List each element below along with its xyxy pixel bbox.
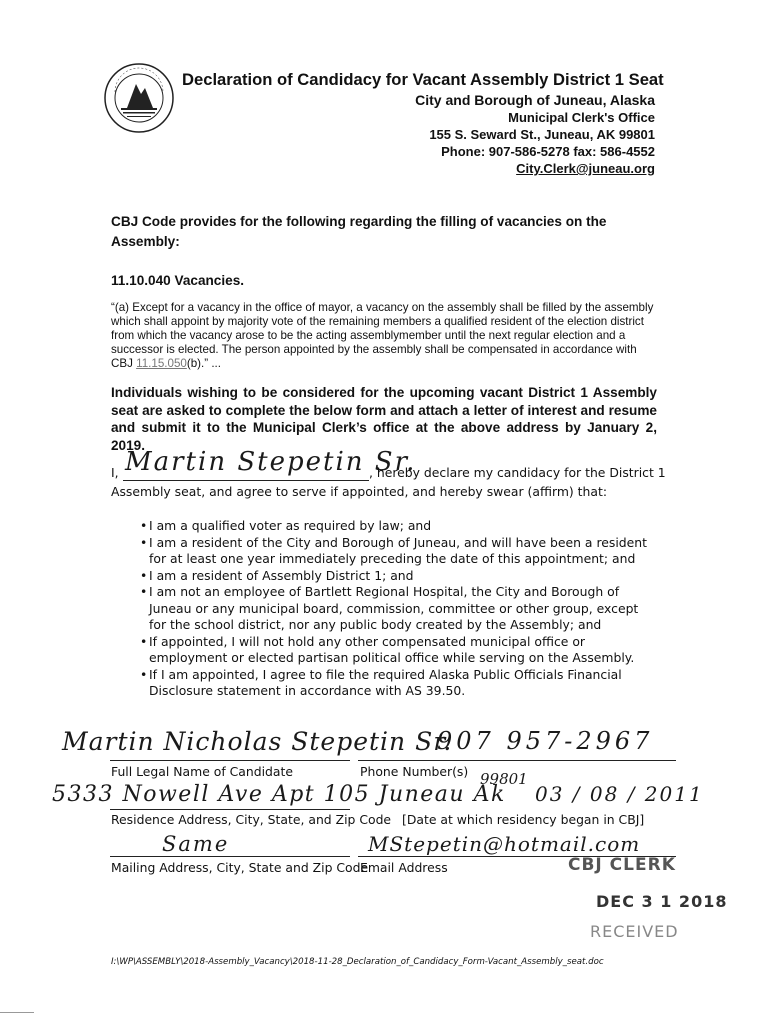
declaration-suffix: , hereby declare my candidacy for the District 1 (369, 465, 666, 480)
email-value[interactable]: MStepetin@hotmail.com (368, 832, 641, 856)
list-item: • I am a qualified voter as required by law; and (140, 518, 432, 533)
section-title: 11.10.040 Vacancies. (111, 273, 245, 288)
declaration-line2: Assembly seat, and agree to serve if appointed, and hereby swear (affirm) that: (111, 484, 607, 499)
residence-label: Residence Address, City, State, and Zip Code (111, 812, 392, 827)
bullet-icon: • (140, 518, 148, 533)
cbj-seal (103, 62, 175, 134)
phone-line (358, 760, 676, 761)
requirements-list (119, 518, 659, 700)
instructions: Individuals wishing to be considered for the upcoming vacant District 1 Assembly seat are asked to complete the below form and attach a letter of interest and resume and submit it to the Municipal Clerk’s office at the above address by January 2, 2019. (111, 385, 657, 453)
received-stamp-label: RECEIVED (590, 922, 679, 941)
residence-zip-value[interactable]: 99801 (480, 770, 528, 788)
residence-line (110, 809, 350, 810)
form-title: Declaration of Candidacy for Vacant Assembly District 1 Seat (182, 70, 664, 89)
declaration-prefix: I, (111, 465, 119, 480)
residency-date-value[interactable]: 03 / 08 / 2011 (535, 782, 704, 806)
received-stamp-clerk: CBJ CLERK (568, 855, 676, 875)
cbj-code-link[interactable]: 11.15.050 (136, 357, 187, 370)
list-item: • If I am appointed, I agree to file the required Alaska Public Officials Financial Disclosure statement in accordance with AS 39.50. (140, 666, 622, 698)
bullet-icon: • (140, 584, 148, 599)
candidate-name-handwritten: Martin Stepetin Sr. (125, 447, 417, 477)
office-address: 155 S. Seward St., Juneau, AK 99801 (429, 127, 655, 142)
org-name: City and Borough of Juneau, Alaska (415, 92, 655, 108)
bullet-icon: • (140, 534, 148, 550)
intro-heading-line1: CBJ Code provides for the following regarding the filling of vacancies on the (111, 214, 607, 229)
mailing-address-value[interactable]: Same (162, 832, 230, 856)
full-name-label: Full Legal Name of Candidate (111, 764, 293, 779)
mailing-address-line (110, 856, 350, 857)
footer-file-path: I:\WP\ASSEMBLY\2018-Assembly_Vacancy\2018-11-28_Declaration_of_Candidacy_Form-Vacant_Assembly_seat.doc (111, 957, 604, 967)
scan-edge-mark (0, 1012, 34, 1013)
residency-date-label: [Date at which residency began in CBJ] (402, 812, 645, 827)
office-name: Municipal Clerk's Office (508, 110, 655, 125)
candidate-name-line (123, 480, 369, 481)
phone-label: Phone Number(s) (360, 764, 469, 779)
residence-value[interactable]: 5333 Nowell Ave Apt 105 Juneau Ak (52, 782, 506, 807)
email-label: Email Address (360, 860, 448, 875)
intro-heading-line2: Assembly: (111, 234, 180, 249)
mailing-address-label: Mailing Address, City, State and Zip Code (111, 860, 369, 875)
bullet-icon: • (140, 567, 148, 583)
phone-value[interactable]: 907 957-2967 (437, 727, 654, 755)
section-text (111, 301, 659, 371)
list-item: • I am a resident of Assembly District 1; and (140, 567, 414, 583)
section-text-b: (b).” ... (186, 357, 221, 370)
list-item: • I am not an employee of Bartlett Regional Hospital, the City and Borough of Juneau or any municipal board, commission, committee or other group, except for the school district, nor any public body created by the Assembly; and (140, 584, 639, 632)
bullet-icon: • (140, 666, 148, 682)
office-email-link[interactable]: City.Clerk@juneau.org (516, 161, 655, 176)
list-item: • If appointed, I will not hold any other compensated municipal office or employment or elected partisan political office while serving on the Assembly. (140, 633, 635, 665)
full-name-value[interactable]: Martin Nicholas Stepetin Sr. (62, 727, 453, 756)
bullet-icon: • (140, 633, 148, 649)
full-name-line (110, 760, 350, 761)
office-phone: Phone: 907-586-5278 fax: 586-4552 (441, 144, 655, 159)
received-stamp-date: DEC 3 1 2018 (596, 892, 728, 911)
list-item: • I am a resident of the City and Borough of Juneau, and will have been a resident for at least one year immediately preceding the date of this appointment; and (140, 534, 647, 566)
section-text-a: “(a) Except for a vacancy in the office of mayor, a vacancy on the assembly shall be filled by the assembly which shall appoint by majority vote of the remaining members a qualified resident of the election district from which the vacancy arose to be the acting assemblymember until the next regular election and a successor is elected. The person appointed by the assembly shall be compensated in accordance with CBJ (111, 301, 654, 370)
